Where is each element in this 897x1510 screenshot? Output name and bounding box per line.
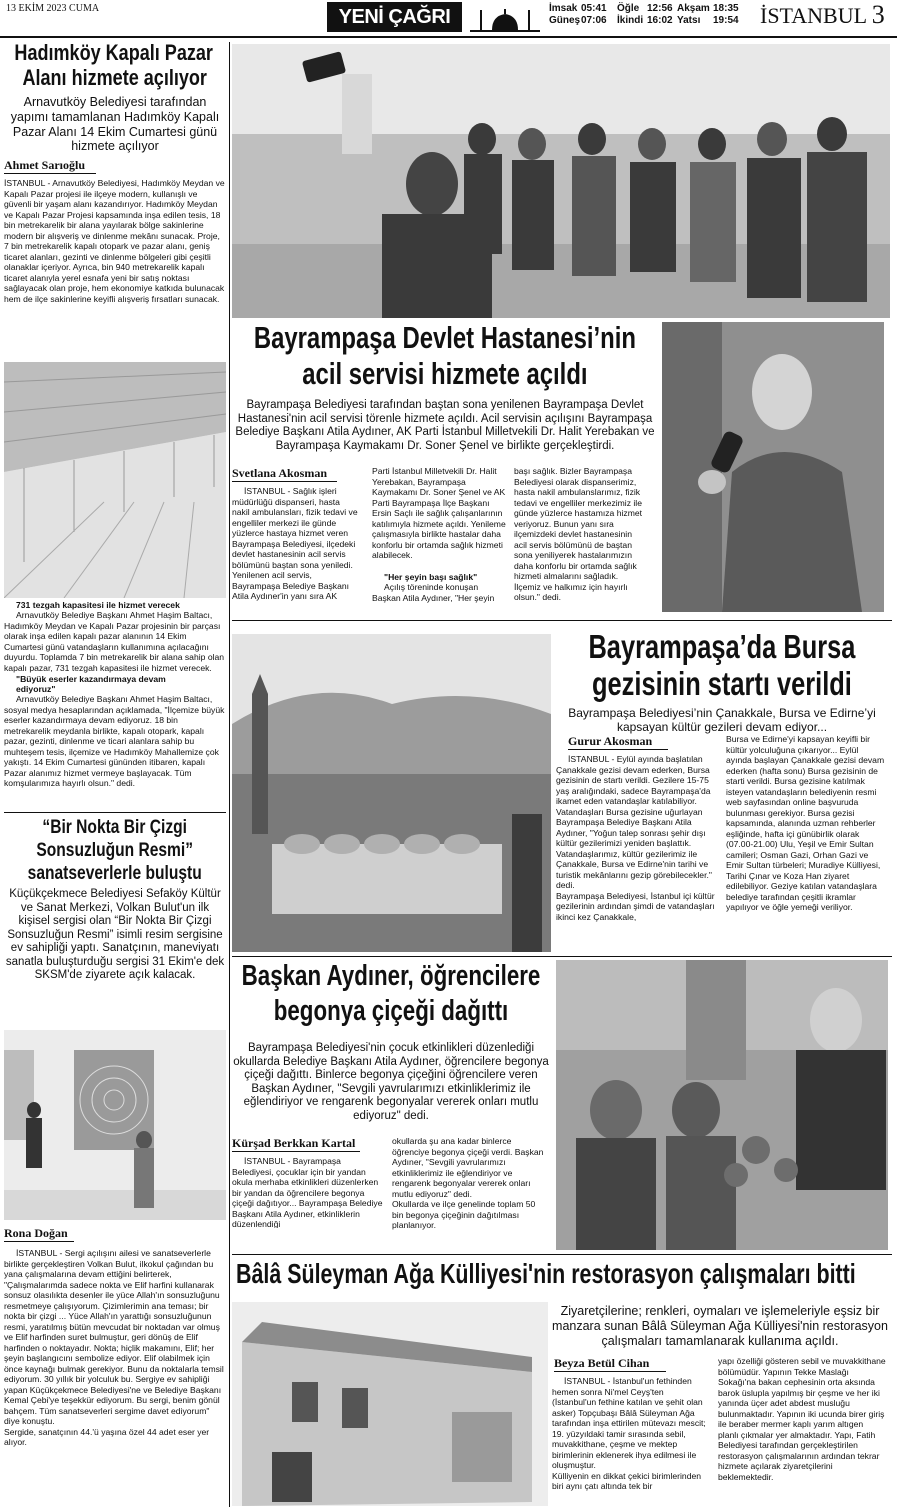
subtitle: Ziyaretçilerine; renkleri, oymaları ve işlemeleriyle eşsiz bir manzara sunan Bâlâ Süleyman Ağa Külliyesi'nin restorasyon çalışmaları tamamlanarak kullanıma açıldı. — [552, 1304, 888, 1348]
issue-date: 13 EKİM 2023 CUMA — [6, 3, 100, 14]
headline-line2: acil servisi hizmete açıldı — [302, 356, 588, 391]
article-hastane — [232, 322, 658, 453]
ogle-label: Öğle — [617, 3, 640, 14]
headline-line1: Hadımköy Kapalı Pazar — [14, 40, 213, 65]
author-byline: Ahmet Sarıoğlu — [4, 158, 96, 174]
covered-market-image — [4, 362, 226, 598]
article-column-2: yapı özelliği gösteren sebil ve muvakkithane bölümüdür. Yapının Tekke Maslağı Sokağı'na bakan cephesinin orta aksında barok üslupla yapılmış bir çeşme ve her iki yanında üçer adet abdest musluğu bulunmaktadır. Yapının iki ucunda birer giriş ile beraber mermer kaplı yarım altıgen planlı çıkmalar yer almaktadır. Yapı, Fatih Belediyesi tarafından gerçekleştirilen restorasyon çalışmalarının ardından tekrar hizmete açılarak ziyaretçilerini beklemektedir. — [718, 1356, 886, 1482]
article-body-2: Arnavutköy Belediye Başkanı Ahmet Haşim Baltacı, Hadımköy Meydan ve Kapalı Pazar projesinin bir parçası olarak inşa edilen kapalı pazar alanının 14 Ekim Cumartesi günü vatandaşların kullanımına açılacağını duyurdu. Toplamda 7 bin metrekarelik bir alana sahip olan kapalı pazar, 731 tezgah kapasitesi ile hizmet verecek. — [4, 610, 225, 673]
prayer-times — [549, 3, 739, 27]
article-bursa — [556, 630, 888, 734]
photo-bursa — [232, 634, 551, 952]
bursa-image — [232, 634, 551, 952]
section-rule — [232, 1254, 892, 1255]
article-column-3: başı sağlık. Bizler Bayrampaşa Belediyesi olarak dispanserimiz, hasta nakil ambulanslarımız, fizik tedavi ve engelliler merkezimiz ile günde yüzlerce hastamıza hizmet veriyoruz. Bunun yanı sıra ilçemizdeki devlet hastanesinin acil servis bölümünü de baştan sona yeniliyerek hastalarımızın daha konforlu bir ortamda sağlık hizmeti almalarını sağladık. İlçemiz ve halkımız için hayırlı olsun." dedi. — [514, 466, 643, 602]
mosque-icon — [470, 6, 540, 34]
exhibition-image — [4, 1030, 226, 1220]
ogle-time: 12:56 — [647, 3, 673, 14]
photo-covered-market — [4, 362, 226, 598]
col2-text: Parti İstanbul Milletvekili Dr. Halit Yerebakan, Bayrampaşa Kaymakamı Dr. Soner Şenel ve AK Parti Bayrampaşa İlçe Başkanı Ersin Saçlı ile sağlık çalışanlarının katılımıyla hizmete açıldı. Yenileme çalışmasıyla birlikte hastalar daha konforlu bir ortamda sağlık hizmeti alabilecek. — [372, 466, 506, 560]
article-column-1: İSTANBUL - Bayrampaşa Belediyesi, çocuklar için bir yandan okula merhaba etkinlikleri düzenlerken bir yandan da öğrencilere begonya çiçeği dağıtıyor... Bayrampaşa Belediye Başkanı Atila Aydıner, etkinliklerin düzenlendiği — [232, 1156, 383, 1228]
subtitle: Bayrampaşa Belediyesi tarafından baştan sona yenilenen Bayrampaşa Devlet Hastanesi'nin acil servisi törenle hizmete açıldı. Acil servisin açılışını Bayrampaşa Belediye Başkanı Atila Aydıner, AK Parti İstanbul Milletvekili Dr. Halit Yerebakan ve Bayrampaşa Kaymakamı Dr. Soner Şenel ve birlikte gerçekleştirdi. — [235, 399, 655, 452]
subtitle: Bayrampaşa Belediyesi'nin çocuk etkinlikleri düzenlediği okullarda Belediye Başkanı Atila Aydıner, öğrencilere begonya çiçeği dağıttı. Binlerce begonya çiçeğini öğrencilere veren Başkan Aydıner, "Sevgili yavrularımızı etkinliklerimiz ile eğlendiriyor ve rengarenk begonyalar vererek onları mutlu ediyoruz" dedi. — [233, 1042, 549, 1122]
yatsi-time: 19:54 — [713, 15, 739, 26]
aksam-label: Akşam — [677, 3, 710, 14]
headline-line2: Alanı hizmete açılıyor — [22, 65, 207, 90]
section-rule — [232, 620, 892, 621]
headline-line1: Bayrampaşa Devlet Hastanesi’nin — [253, 320, 636, 355]
article-column-1: İSTANBUL - İstanbul'un fethinden hemen sonra Ni'mel Ceyş'ten (İstanbul'un fethine katılan ve şehit olan asker) Topçubaşı Bâlâ Süleyman Ağa tarafından inşa ettirilen mütevazı mescit; 19. yüzyıldaki tamir sırasında sebil, muvakkithane, çeşme ve mektep birimlerinin eklenerek ihya edilmesi ile oluşmuştur. Külliyenin en dikkat çekici birimlerinden biri aynı çatı altında tek bir — [552, 1376, 706, 1491]
section-rule — [232, 956, 892, 957]
article-hadimkoy — [4, 42, 226, 346]
author-byline: Beyza Betül Cihan — [554, 1356, 666, 1372]
subtitle: Bayrampaşa Belediyesi’nin Çanakkale, Bursa ve Edirne’yi kapsayan kültür gezileri devam ediyor... — [568, 706, 876, 735]
aksam-time: 18:35 — [713, 3, 739, 14]
headline-line2: Sonsuzluğun Resmi” — [36, 840, 194, 861]
article-kulliye — [552, 1304, 888, 1348]
header-rule — [0, 36, 897, 38]
article-body: İSTANBUL - Arnavutköy Belediyesi, Hadımköy Meydan ve Kapalı Pazar projesi ile ilçeye modern, kullanışlı ve güvenli bir yaşam alanı kazandırıyor. Hadımköy Meydan ve Kapalı Pazar Projesi kapsamında inşa edilen tesis, 18 bin metrekarelik bir alana yayılarak bölge sakinlerine modern bir alışveriş ve dinlenme mekânı sunacak. Proje, 7 bin metrekarelik kapalı otopark ve pazar alanı, geniş ticaret alanları, gezinti ve dinlenme bölgeleri gibi çeşitli olanaklar içeriyor. Ayrıca, bin 940 metrekarelik kapalı ticaret alanıyla yerel esnafa yeni bir satış noktası sağlayacak olan proje, hem ekonomiye katkıda bulunacak hem de ilçe sakinlerine keyifli alışveriş fırsatları sunacak. — [4, 178, 225, 304]
subhead-quote: "Her şeyin başı sağlık" — [384, 572, 478, 582]
author-byline: Svetlana Akosman — [232, 466, 337, 482]
article-body: İSTANBUL - Sergi açılışını ailesi ve sanatseverlerle birlikte gerçekleştiren Volkan Bulut, ilkokul çağından bu yana çalışmalarına devam ettiğini belirterek, "Çalışmalarımda sadece nokta ve Elif harfini kullanarak sonsuz olasılıkta desenler ile yüce Allah'ın sonsuzluğunu resmetmeye çalışıyorum. Çizimlerimin ana teması; bir nokta bir çizgi ... Yüce Allah'ın yarattığı sonsuzluğunun resmi, yaratılmış bütün mevcudat bir noktadan var olmuş ve Elif harfinden suret bulmuştur, geri dönüş de Elif harfinden o noktayadır. Nokta; hiçlik makamını, Elif; her şeyin başlangıcını sembolize ediyor. Elif olabilmek için önce kaynağı bulmak gerekiyor. Bunu da noktalarla temsil ediyorum. 30 yıllık bir yolculuk bu. Sergiye ev sahipliği yapan Küçükçekmece Belediyesi'ne ve Belediye Başkanı Kemal Çebi'ye teşekkür ediyorum. Bu sergi, benim gönül bahçem. Tüm sanatseverleri sergime davet ediyorum" diye konuştu. Sergide, sanatçının 44.'ü yaşına özel 44 adet eser yer alıyor. — [4, 1248, 224, 1447]
logo-text: YENİ ÇAĞRI — [338, 5, 451, 28]
crowd-image — [232, 44, 890, 318]
kulliye-image — [232, 1302, 548, 1506]
photo-students — [556, 960, 888, 1250]
article-column-1: İSTANBUL - Sağlık işleri müdürlüğü dispanseri, hasta nakil ambulansları, fizik tedavi ve engelliler merkezi ile günde yüzlerce hastaya hizmet veren Bayrampaşa Belediyesi, ilçedeki devlet hastanesinin acil servis bölümünü baştan sona yeniledi. Yenilenen acil servis, Bayrampaşa Belediye Başkanı Atila Aydıner'in yanı sıra AK — [232, 486, 358, 601]
speaker-image — [662, 322, 884, 612]
author-byline: Rona Doğan — [4, 1226, 74, 1242]
photo-opening-crowd — [232, 44, 890, 318]
ikindi-label: İkindi — [617, 15, 644, 26]
article-column-1: İSTANBUL - Eylül ayında başlatılan Çanakkale gezisi devam ederken, Bursa gezisinin de startı verildi. Gezilere 15-75 yaş aralığındaki, sadece Bayrampaşa'da ikamet eden vatandaşlar katılabiliyor. Vatandaşları Bursa gezisine uğurlayan Bayrampaşa Belediye Başkanı Atila Aydıner, "Yoğun talep sonrası şehir dışı kültür gezilerimizi yeniden başlattık. Vatandaşlarımız, kültür gezilerimiz ile Çanakkale, Bursa ve Edirne'nin tarihi ve turistik mekânlarını gezip görebilecekler." dedi. Bayrampaşa Belediyesi, İstanbul içi kültür gezilerinin ardından şimdi de vatandaşları ikinci kez Çanakkale, — [556, 754, 715, 922]
article-hadimkoy-cont — [4, 600, 226, 802]
headline-line3: sanatseverlerle buluştu — [27, 863, 202, 884]
ikindi-time: 16:02 — [647, 15, 673, 26]
vertical-divider — [229, 42, 230, 1507]
article-column-2 — [372, 466, 506, 604]
gunes-time: 07:06 — [581, 15, 607, 26]
subhead-quote: "Büyük eserler kazandırmaya devam ediyoruz" — [16, 674, 166, 694]
imsak-time: 05:41 — [581, 3, 607, 14]
article-column-2: Bursa ve Edirne'yi kapsayan keyifli bir kültür yolculuğuna çıkarıyor... Eylül ayında başlayan Çanakkale gezisi devam ederken (hafta sonu) Bursa gezisinin de starti verildi. Bursa gezisine katılmak isteyen vatandaşların belediyenin resmi web sayfasından online başvuruda bulunması gerekiyor. Bursa gezisi kapsamında, alanında uzman rehberler eşliğinde, hafta içi günübirlik olarak (07.00-21.00) Ulu, Yeşil ve Emir Sultan camileri; Osman Gazi, Orhan Gazi ve Emir Sultan türbeleri; Muradiye Külliyesi, Tarihi Çınar ve Koza Han ziyaret edilebiliyor. Geziye katılan vatandaşlara belediye tarafından çeşitli ikramlar yapılıyor ve öğle yemeği veriliyor. — [726, 734, 885, 912]
headline-line1: Başkan Aydıner, öğrencilere — [241, 960, 541, 992]
students-image — [556, 960, 888, 1250]
headline-line2: begonya çiçeği dağıttı — [273, 995, 509, 1027]
article-body-3: Arnavutköy Belediye Başkanı Ahmet Haşim Baltacı, sosyal medya hesaplarından açıklamada, "İlçemize büyük eserler kazandırmaya devam ediyoruz. 18 bin metrekarelik meydanla birlikte, kapalı otopark, kapalı pazar, gezinti, dinlenme ve ticari alanlara sahip bu muhteşem tesis, ilçemize ve Hadımköy Mahallemize çok yakıştı. 14 Ekim Cumartesi gününden itibaren, kapalı Pazar alanımız hizmet vermeye başlayacak. Tüm komşularımıza hayırlı olsun." dedi. — [4, 694, 225, 788]
photo-exhibition — [4, 1030, 226, 1220]
page-number: 3 — [871, 0, 885, 29]
headline-line2: gezisinin startı verildi — [592, 665, 852, 702]
section-header — [760, 0, 885, 30]
subtitle: Küçükçekmece Belediyesi Sefaköy Kültür ve Sanat Merkezi, Volkan Bulut'un ilk kişisel sergisi olan “Bir Nokta Bir Çizgi Sonsuzluğun Resmi” isimli resim sergisine ev sahipliği yaptı. Sanatçının, maneviyatı sanatla buluşturduğu sergisi 31 Ekim'e dek SKSM'de ziyarete açık kalacak. — [5, 888, 225, 982]
photo-speaker — [662, 322, 884, 612]
author-byline: Kürşad Berkkan Kartal — [232, 1136, 360, 1152]
article-begonya — [232, 962, 550, 1123]
imsak-label: İmsak — [549, 3, 578, 14]
city-name: İSTANBUL — [760, 3, 867, 28]
column-divider — [4, 812, 226, 813]
article-sergi-cont — [4, 1226, 226, 1510]
subhead: 731 tezgah kapasitesi ile hizmet verecek — [16, 600, 180, 610]
headline-line1: Bayrampaşa’da Bursa — [588, 628, 856, 665]
photo-kulliye — [232, 1302, 548, 1506]
subtitle: Arnavutköy Belediyesi tarafından yapımı tamamlanan Hadımköy Kapalı Pazar Alanı 14 Ekim Cumartesi günü hizmete açılıyor — [10, 95, 220, 154]
col2-text-b: Açılış töreninde konuşan Başkan Atila Aydıner, "Her şeyin — [372, 582, 495, 603]
newspaper-logo — [327, 2, 462, 32]
headline-line1: “Bir Nokta Bir Çizgi — [42, 817, 187, 838]
article-column-2: okullarda şu ana kadar binlerce öğrenciye begonya çiçeği verdi. Başkan Aydıner, "Sevgili yavrularımızı etkinliklerimiz ile eğlendiriyor ve rengarenk begonyalar vererek onları mutlu ediyoruz" dedi. Okullarda ve ilçe genelinde toplam 50 bin begonya çiçeğinin dağıtılması planlanıyor. — [392, 1136, 544, 1230]
headline: Bâlâ Süleyman Ağa Külliyesi'nin restorasyon çalışmaları bitti — [236, 1258, 856, 1289]
yatsi-label: Yatsı — [677, 15, 701, 26]
gunes-label: Güneş — [549, 15, 581, 26]
article-sergi — [4, 818, 226, 983]
author-byline: Gurur Akosman — [568, 734, 668, 750]
